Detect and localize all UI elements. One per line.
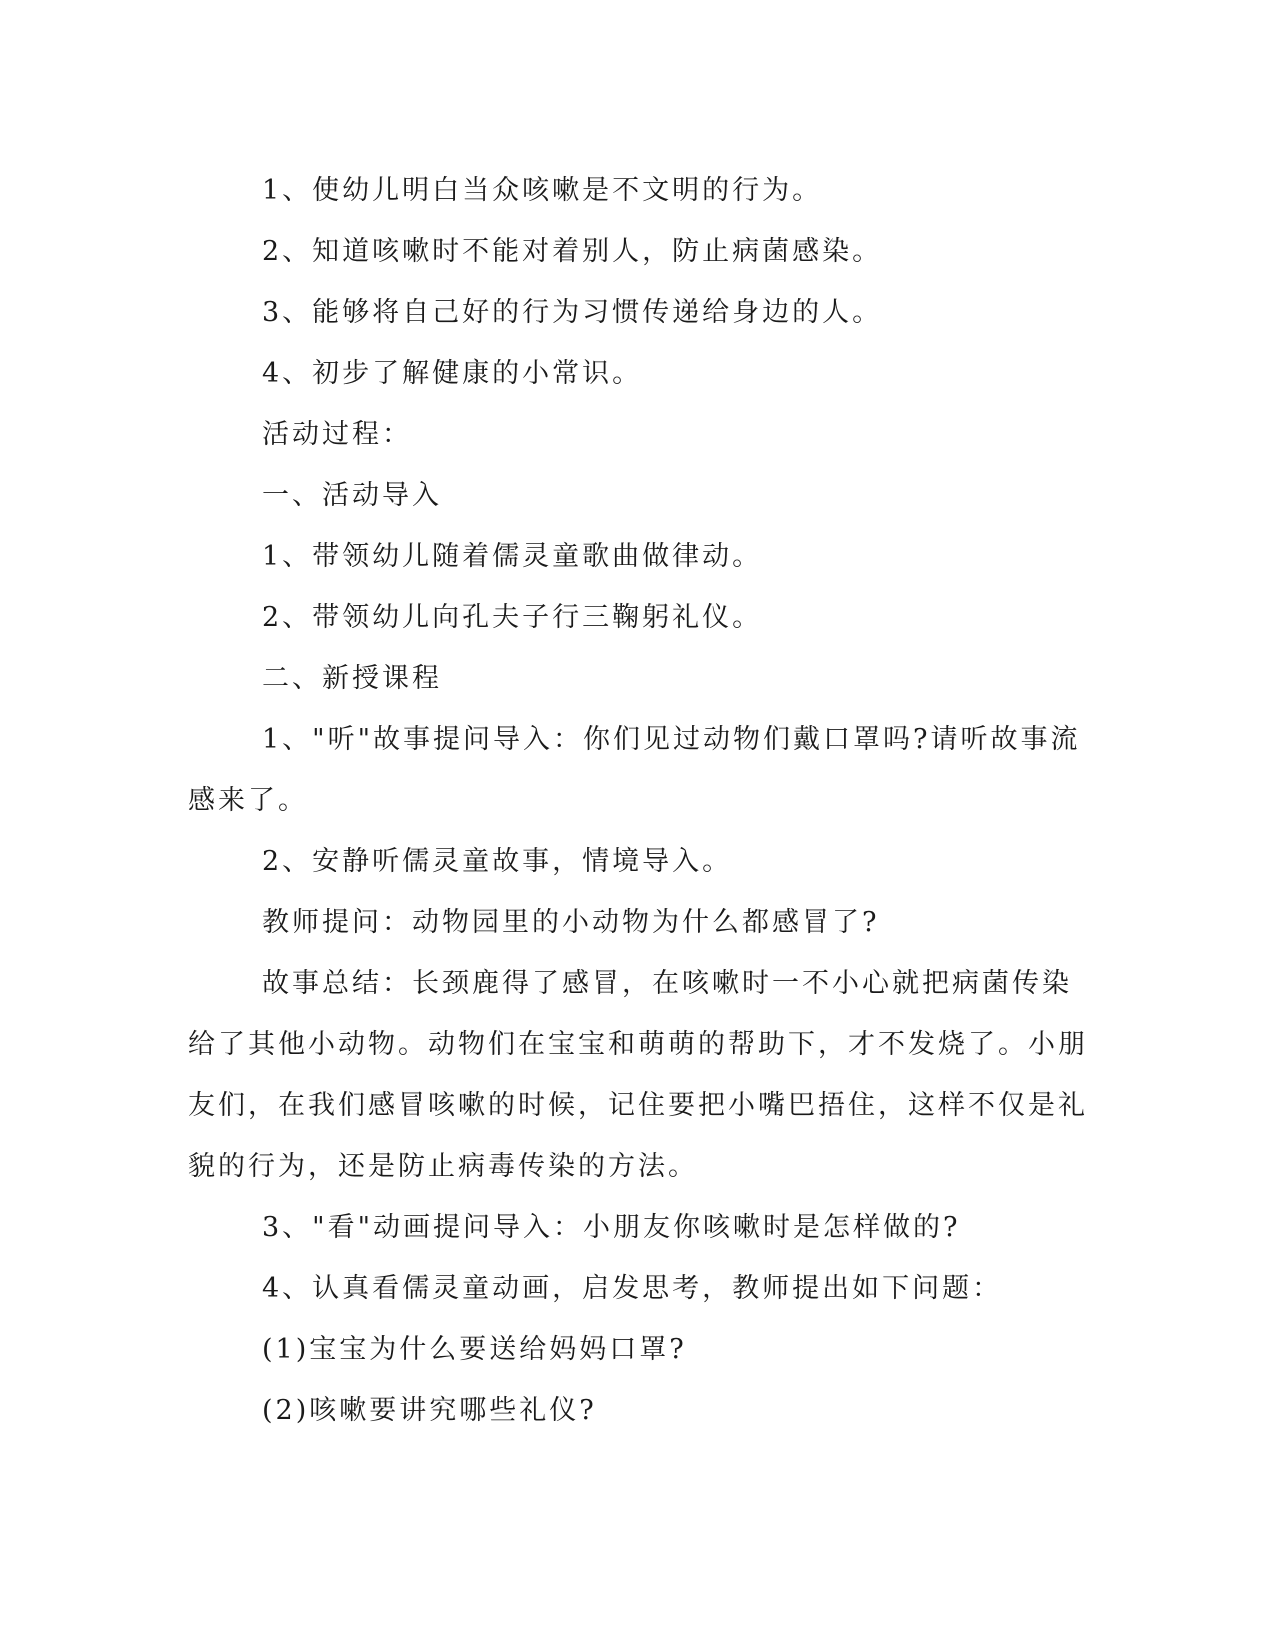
lesson-step-1: 1、"听"故事提问导入：你们见过动物们戴口罩吗?请听故事流感来了。 (188, 724, 1081, 816)
teacher-question: 教师提问：动物园里的小动物为什么都感冒了? (262, 907, 880, 938)
lesson-step-2: 2、安静听儒灵童故事，情境导入。 (262, 846, 733, 877)
intro-step-1: 1、带领幼儿随着儒灵童歌曲做律动。 (262, 541, 763, 572)
objective-2: 2、知道咳嗽时不能对着别人，防止病菌感染。 (262, 236, 883, 267)
lesson-step-4: 4、认真看儒灵童动画，启发思考，教师提出如下问题： (262, 1273, 1003, 1304)
intro-step-2: 2、带领幼儿向孔夫子行三鞠躬礼仪。 (262, 602, 763, 633)
subheading-new-lesson: 二、新授课程 (262, 663, 442, 694)
objective-1: 1、使幼儿明白当众咳嗽是不文明的行为。 (262, 175, 823, 206)
section-heading-process: 活动过程： (262, 419, 412, 450)
question-2: (2)咳嗽要讲究哪些礼仪? (262, 1395, 597, 1426)
document-body (188, 160, 1088, 1441)
lesson-step-3: 3、"看"动画提问导入：小朋友你咳嗽时是怎样做的? (262, 1212, 961, 1243)
story-summary: 故事总结：长颈鹿得了感冒，在咳嗽时一不小心就把病菌传染给了其他小动物。动物们在宝宝和萌萌的帮助下，才不发烧了。小朋友们，在我们感冒咳嗽的时候，记住要把小嘴巴捂住，这样不仅是礼貌的行为，还是防止病毒传染的方法。 (188, 968, 1088, 1182)
objective-4: 4、初步了解健康的小常识。 (262, 358, 643, 389)
subheading-intro: 一、活动导入 (262, 480, 442, 511)
question-1: (1)宝宝为什么要送给妈妈口罩? (262, 1334, 687, 1365)
objective-3: 3、能够将自己好的行为习惯传递给身边的人。 (262, 297, 883, 328)
